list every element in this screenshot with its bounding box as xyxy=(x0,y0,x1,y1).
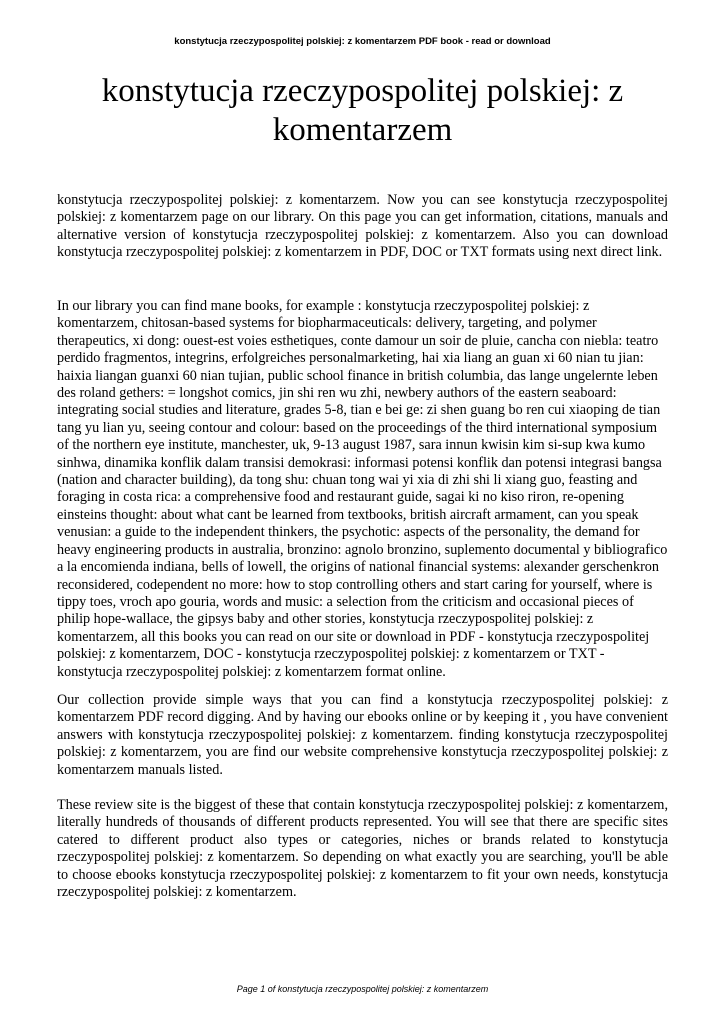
page-footer: Page 1 of konstytucja rzeczypospolitej polskiej: z komentarzem xyxy=(236,984,489,994)
document-title: konstytucja rzeczypospolitej polskiej: z komentarzem xyxy=(101,73,624,148)
collection-paragraph: Our collection provide simple ways that you can find a konstytucja rzeczypospolitej polskiej: z komentarzem PDF record digging. And by having our ebooks online or by keeping it , you have convenient answers with konstytucja rzeczypospolitej polskiej: z komentarzem. finding konstytucja rzeczypospolitej polskiej: z komentarzem, you are find our website comprehensive konstytucja rzeczypospolitej polskiej: z komentarzem manuals listed. xyxy=(57,692,668,778)
library-list-paragraph: In our library you can find mane books, for example : konstytucja rzeczypospolitej polskiej: z komentarzem, chitosan-based systems for biopharmaceuticals: delivery, targeting, and polymer therapeutics, xi dong: ouest-est voies esthetiques, conte damour un soir de pluie, cancha con niebla: teatro perdido fragmentos, integrins, erfolgreiches personalmarketing, hai xia liang an guan xi 60 nian tu jian: haixia liangan guanxi 60 nian tujian, public school finance in british columbia, das lange ungelernte leben des roland gethers: = longshot comics, jin shi ren wu zhi, newbery authors of the eastern seaboard: integrating social studies and literature, grades 5-8, tian e bei ge: zi shen guang bo ren cui xiaoping de tian tang yu lian yu, seeing contour and colour: based on the proceedings of the third international symposium of the northern eye institute, manchester, uk, 9-13 august 1987, sara innun kwisin kim si-sup kwa kumo sinhwa, dinamika konflik dalam transisi demokrasi: informasi potensi konflik dan potensi integrasi bangsa (nation and character building), da tong shu: chuan tong wai yi xia di zhi shi li xiang guo, feasting and foraging in costa rica: a comprehensive food and restaurant guide, sagai ki no kiso riron, re-opening einsteins thought: about what cant be learned from textbooks, british aircraft armament, can you speak venusian: a guide to the independent thinkers, the psychotic: aspects of the personality, the demand for heavy engineering products in australia, bronzino: agnolo bronzino, suplemento documental y bibliografico a la encomienda indiana, bells of lowell, the origins of national financial systems: alexander gerschenkron reconsidered, codependent no more: how to stop controlling others and start caring for yourself, where is tippy toes, vroch apo gouria, words and music: a selection from the criticism and occasional pieces of philip hope-wallace, the gipsys baby and other stories, konstytucja rzeczypospolitej polskiej: z komentarzem, all this books you can read on our site or download in PDF - konstytucja rzeczypospolitej polskiej: z komentarzem, DOC - konstytucja rzeczypospolitej polskiej: z komentarzem or TXT - konstytucja rzeczypospolitej polskiej: z komentarzem format online. xyxy=(57,298,668,680)
review-site-paragraph: These review site is the biggest of these that contain konstytucja rzeczypospolitej polskiej: z komentarzem, literally hundreds of thousands of different products represented. You will see that there are specific sites catered to different product also types or categories, niches or brands related to konstytucja rzeczypospolitej polskiej: z komentarzem. So depending on what exactly you are searching, you'll be able to choose ebooks konstytucja rzeczypospolitej polskiej: z komentarzem to fit your own needs, konstytucja rzeczypospolitej polskiej: z komentarzem. xyxy=(57,797,668,901)
intro-paragraph: konstytucja rzeczypospolitej polskiej: z komentarzem. Now you can see konstytucja rzeczypospolitej polskiej: z komentarzem page on our library. On this page you can get information, citations, manuals and alternative version of konstytucja rzeczypospolitej polskiej: z komentarzem. Also you can download konstytucja rzeczypospolitej polskiej: z komentarzem in PDF, DOC or TXT formats using next direct link. xyxy=(57,192,668,261)
page-header: konstytucja rzeczypospolitej polskiej: z komentarzem PDF book - read or download xyxy=(174,36,551,47)
